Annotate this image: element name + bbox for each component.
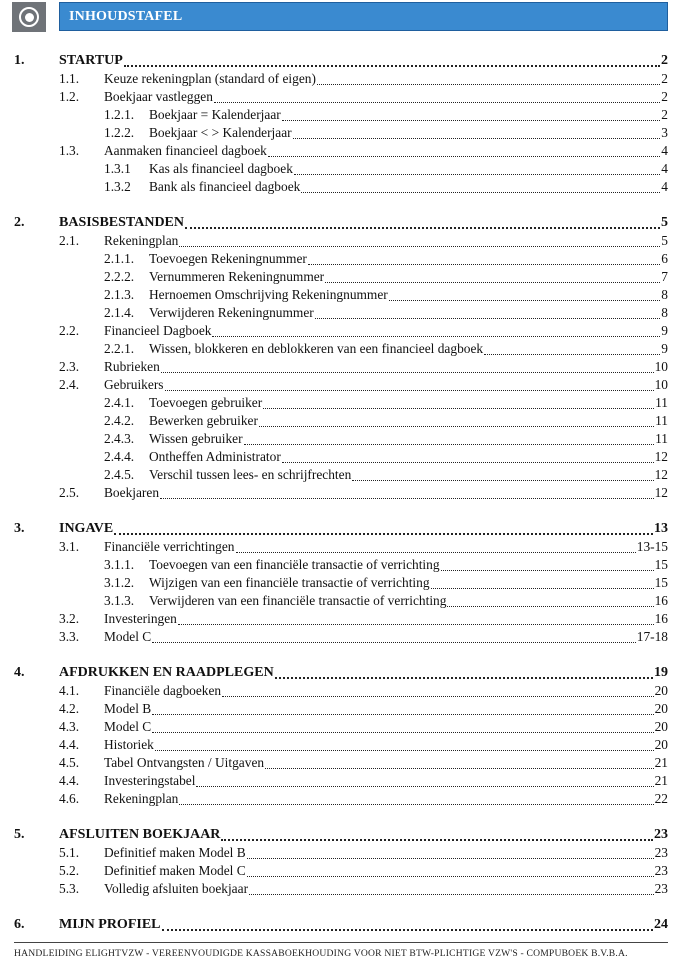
toc-number: 2.4.2. <box>104 413 135 428</box>
toc-entry[interactable] <box>59 357 668 375</box>
toc-page-number: 8 <box>661 305 668 320</box>
dot-leader <box>249 881 654 895</box>
dot-leader <box>265 755 654 769</box>
toc-page-number: 8 <box>661 287 668 302</box>
toc-number: 5.3. <box>59 881 80 896</box>
toc-chapter[interactable] <box>14 213 668 231</box>
dot-leader <box>152 629 636 643</box>
toc-number: 2.4.1. <box>104 395 135 410</box>
toc-entry[interactable] <box>59 771 668 789</box>
toc-page-number: 12 <box>654 467 668 482</box>
toc-page-number: 12 <box>654 449 668 464</box>
dot-leader <box>178 611 654 625</box>
toc-entry[interactable] <box>59 879 668 897</box>
toc-title: Wissen, blokkeren en deblokkeren van een financieel dagboek <box>149 341 484 356</box>
dot-leader <box>155 737 654 751</box>
toc-page-number: 2 <box>661 71 668 86</box>
toc-number: 3.1.2. <box>104 575 135 590</box>
dot-leader <box>282 107 661 121</box>
dot-leader <box>263 395 654 409</box>
toc-title: Aanmaken financieel dagboek <box>104 143 267 158</box>
toc-title: Model B <box>104 701 152 716</box>
toc-page-number: 9 <box>661 341 668 356</box>
toc-entry[interactable] <box>104 177 668 195</box>
toc-page-number: 11 <box>655 431 668 446</box>
toc-number: 2.1.3. <box>104 287 135 302</box>
toc-number: 1.3.2 <box>104 179 131 194</box>
dot-leader <box>152 719 653 733</box>
toc-page-number: 2 <box>661 107 668 122</box>
toc-page-number: 21 <box>654 773 668 788</box>
toc-number: 5. <box>14 827 25 842</box>
toc-number: 4.4. <box>59 773 80 788</box>
toc-title: INGAVE <box>59 521 114 536</box>
toc-number: 5.1. <box>59 845 80 860</box>
toc-number: 2.1. <box>59 233 80 248</box>
toc-page-number: 2 <box>661 53 668 68</box>
toc-page-number: 9 <box>661 323 668 338</box>
toc-title: Rekeningplan <box>104 233 179 248</box>
toc-entry[interactable] <box>59 231 668 249</box>
toc-title: Hernoemen Omschrijving Rekeningnummer <box>149 287 388 302</box>
dot-leader <box>441 557 654 571</box>
dot-leader <box>317 71 660 85</box>
dot-leader <box>389 287 661 301</box>
toc-entry[interactable] <box>104 591 668 609</box>
toc-page-number: 24 <box>654 917 668 932</box>
toc-number: 2.4. <box>59 377 80 392</box>
toc-entry[interactable] <box>59 483 668 501</box>
toc-entry[interactable] <box>59 321 668 339</box>
dot-leader <box>293 125 661 139</box>
toc-title: Definitief maken Model C <box>104 863 246 878</box>
toc-entry[interactable] <box>104 411 668 429</box>
toc-title: Verwijderen van een financiële transactie of verrichting <box>149 593 447 608</box>
toc-entry[interactable] <box>59 735 668 753</box>
toc-title: Historiek <box>104 737 154 752</box>
dot-leader <box>160 485 654 499</box>
toc-title: Keuze rekeningplan (standard of eigen) <box>104 71 316 86</box>
toc-chapter[interactable] <box>14 51 668 69</box>
toc-page-number: 17-18 <box>636 629 668 644</box>
toc-entry[interactable] <box>104 447 668 465</box>
toc-entry[interactable] <box>104 303 668 321</box>
toc-number: 4. <box>14 665 25 680</box>
toc-number: 4.1. <box>59 683 80 698</box>
toc-page-number: 15 <box>654 557 668 572</box>
dot-leader <box>196 773 653 787</box>
toc-number: 5.2. <box>59 863 80 878</box>
toc-page-number: 6 <box>661 251 668 266</box>
toc-title: Vernummeren Rekeningnummer <box>149 269 325 284</box>
dot-leader <box>301 179 660 193</box>
toc-title: Kas als financieel dagboek <box>149 161 293 176</box>
toc-page-number: 11 <box>655 395 668 410</box>
toc-entry[interactable] <box>104 249 668 267</box>
toc-title: Financiële verrichtingen <box>104 539 235 554</box>
toc-title: Ontheffen Administrator <box>149 449 281 464</box>
toc-number: 1.2. <box>59 89 80 104</box>
toc-title: Rekeningplan <box>104 791 179 806</box>
toc-title: Model C <box>104 719 152 734</box>
dot-leader <box>162 916 654 931</box>
toc-page-number: 4 <box>661 179 668 194</box>
toc-entry[interactable] <box>59 699 668 717</box>
toc-number: 3.2. <box>59 611 80 626</box>
toc-page-number: 13-15 <box>636 539 668 554</box>
toc-title: Financieel Dagboek <box>104 323 212 338</box>
toc-number: 2.5. <box>59 485 80 500</box>
dot-leader <box>308 251 660 265</box>
toc-number: 4.3. <box>59 719 80 734</box>
toc-title: Bank als financieel dagboek <box>149 179 301 194</box>
dot-leader <box>247 845 654 859</box>
toc-number: 6. <box>14 917 25 932</box>
toc-entry[interactable] <box>59 69 668 87</box>
toc-entry[interactable] <box>59 753 668 771</box>
toc-title: Boekjaar = Kalenderjaar <box>149 107 281 122</box>
toc-page-number: 13 <box>654 521 668 536</box>
toc-entry[interactable] <box>59 861 668 879</box>
toc-number: 1.1. <box>59 71 80 86</box>
toc-number: 4.4. <box>59 737 80 752</box>
toc-page-number: 21 <box>654 755 668 770</box>
toc-number: 3.3. <box>59 629 80 644</box>
toc-page-number: 23 <box>654 863 668 878</box>
dot-leader <box>222 683 653 697</box>
dot-leader <box>325 269 660 283</box>
toc-entry[interactable] <box>59 141 668 159</box>
dot-leader <box>447 593 653 607</box>
toc-page-number: 4 <box>661 161 668 176</box>
toc-title: Gebruikers <box>104 377 164 392</box>
toc-title: Wissen gebruiker <box>149 431 243 446</box>
dot-leader <box>244 431 655 445</box>
toc-entry[interactable] <box>104 267 668 285</box>
toc-number: 2.4.3. <box>104 431 135 446</box>
toc-number: 2. <box>14 215 25 230</box>
page-footer: HANDLEIDING ELIGHTVZW - VEREENVOUDIGDE KASSABOEKHOUDING VOOR NIET BTW-PLICHTIGE VZW'S - COMPUBOEK B.V.B.A. <box>14 948 628 959</box>
toc-page-number: 3 <box>661 125 668 140</box>
toc-chapter[interactable] <box>14 915 668 933</box>
toc-title: AFSLUITEN BOEKJAAR <box>59 827 221 842</box>
toc-page-number: 23 <box>654 827 668 842</box>
toc-title: Investeringen <box>104 611 177 626</box>
toc-title: AFDRUKKEN EN RAADPLEGEN <box>59 665 274 680</box>
toc-page-number: 5 <box>661 215 668 230</box>
circle-target-icon <box>12 2 46 32</box>
dot-leader <box>259 413 654 427</box>
toc-page-number: 20 <box>654 737 668 752</box>
toc-entry[interactable] <box>104 105 668 123</box>
toc-entry[interactable] <box>104 429 668 447</box>
toc-title: Investeringstabel <box>104 773 196 788</box>
toc-entry[interactable] <box>59 609 668 627</box>
toc-number: 2.4.4. <box>104 449 135 464</box>
toc-entry[interactable] <box>104 123 668 141</box>
toc-number: 2.2.2. <box>104 269 135 284</box>
toc-number: 1.2.2. <box>104 125 135 140</box>
toc-title: Rubrieken <box>104 359 160 374</box>
toc-title: Financiële dagboeken <box>104 683 222 698</box>
toc-number: 1.3. <box>59 143 80 158</box>
toc-entry[interactable] <box>59 627 668 645</box>
toc-page-number: 5 <box>661 233 668 248</box>
toc-entry[interactable] <box>104 393 668 411</box>
dot-leader <box>185 214 660 229</box>
toc-number: 1. <box>14 53 25 68</box>
toc-title: Boekjaren <box>104 485 160 500</box>
toc-page-number: 19 <box>654 665 668 680</box>
toc-number: 2.1.4. <box>104 305 135 320</box>
toc-number: 1.3.1 <box>104 161 131 176</box>
dot-leader <box>179 233 660 247</box>
toc-page-number: 20 <box>654 719 668 734</box>
toc-page-number: 11 <box>655 413 668 428</box>
toc-chapter[interactable] <box>14 519 668 537</box>
toc-entry[interactable] <box>59 681 668 699</box>
toc-page-number: 15 <box>654 575 668 590</box>
dot-leader <box>214 89 660 103</box>
toc-number: 3.1.1. <box>104 557 135 572</box>
page-title-bar <box>59 2 668 31</box>
toc-page-number: 10 <box>654 359 668 374</box>
toc-page-number: 12 <box>654 485 668 500</box>
toc-number: 4.5. <box>59 755 80 770</box>
toc-number: 2.2.1. <box>104 341 135 356</box>
dot-leader <box>152 701 653 715</box>
toc-number: 3.1. <box>59 539 80 554</box>
toc-page-number: 4 <box>661 143 668 158</box>
toc-number: 3.1.3. <box>104 593 135 608</box>
toc-entry[interactable] <box>104 555 668 573</box>
toc-page-number: 20 <box>654 701 668 716</box>
dot-leader <box>268 143 660 157</box>
toc-title: Boekjaar vastleggen <box>104 89 213 104</box>
dot-leader <box>161 359 654 373</box>
toc-entry[interactable] <box>104 339 668 357</box>
dot-leader <box>212 323 660 337</box>
dot-leader <box>282 449 654 463</box>
dot-leader <box>247 863 654 877</box>
toc-title: Bewerken gebruiker <box>149 413 258 428</box>
toc-title: Tabel Ontvangsten / Uitgaven <box>104 755 265 770</box>
toc-page-number: 16 <box>654 593 668 608</box>
toc-entry[interactable] <box>59 789 668 807</box>
toc-page-number: 23 <box>654 881 668 896</box>
toc-chapter[interactable] <box>14 663 668 681</box>
dot-leader <box>179 791 653 805</box>
toc-title: Toevoegen van een financiële transactie of verrichting <box>149 557 440 572</box>
toc-number: 4.6. <box>59 791 80 806</box>
toc-title: STARTUP <box>59 53 123 68</box>
toc-chapter[interactable] <box>14 825 668 843</box>
toc-entry[interactable] <box>59 843 668 861</box>
toc-page-number: 2 <box>661 89 668 104</box>
page-header <box>0 0 697 36</box>
toc-number: 2.2. <box>59 323 80 338</box>
toc-entry[interactable] <box>59 87 668 105</box>
dot-leader <box>294 161 660 175</box>
dot-leader <box>352 467 653 481</box>
toc-entry[interactable] <box>104 285 668 303</box>
toc-page-number: 7 <box>661 269 668 284</box>
toc-entry[interactable] <box>104 465 668 483</box>
page-title: INHOUDSTAFEL <box>69 8 183 24</box>
toc-entry[interactable] <box>104 159 668 177</box>
toc-entry[interactable] <box>59 537 668 555</box>
toc-number: 2.3. <box>59 359 80 374</box>
toc-page-number: 23 <box>654 845 668 860</box>
toc-page-number: 20 <box>654 683 668 698</box>
toc-number: 3. <box>14 521 25 536</box>
dot-leader <box>236 539 636 553</box>
toc-entry[interactable] <box>59 375 668 393</box>
toc-page-number: 16 <box>654 611 668 626</box>
dot-leader <box>124 52 660 67</box>
toc-page-number: 22 <box>654 791 668 806</box>
toc-title: Verwijderen Rekeningnummer <box>149 305 314 320</box>
toc-title: Toevoegen Rekeningnummer <box>149 251 307 266</box>
toc-title: Boekjaar < > Kalenderjaar <box>149 125 292 140</box>
toc-number: 1.2.1. <box>104 107 135 122</box>
dot-leader <box>165 377 654 391</box>
dot-leader <box>221 826 653 841</box>
toc-number: 2.1.1. <box>104 251 135 266</box>
toc-entry[interactable] <box>59 717 668 735</box>
dot-leader <box>484 341 660 355</box>
toc-number: 4.2. <box>59 701 80 716</box>
toc-page-number: 10 <box>654 377 668 392</box>
toc-title: Volledig afsluiten boekjaar <box>104 881 249 896</box>
toc-title: Verschil tussen lees- en schrijfrechten <box>149 467 352 482</box>
toc-title: Model C <box>104 629 152 644</box>
dot-leader <box>431 575 654 589</box>
toc-title: Wijzigen van een financiële transactie of verrichting <box>149 575 430 590</box>
toc-title: BASISBESTANDEN <box>59 215 185 230</box>
toc-title: MIJN PROFIEL <box>59 917 161 932</box>
toc-number: 2.4.5. <box>104 467 135 482</box>
footer-divider <box>14 942 668 943</box>
dot-leader <box>315 305 661 319</box>
toc-entry[interactable] <box>104 573 668 591</box>
toc-title: Toevoegen gebruiker <box>149 395 263 410</box>
dot-leader <box>275 664 653 679</box>
toc-title: Definitief maken Model B <box>104 845 246 860</box>
dot-leader <box>114 520 653 535</box>
